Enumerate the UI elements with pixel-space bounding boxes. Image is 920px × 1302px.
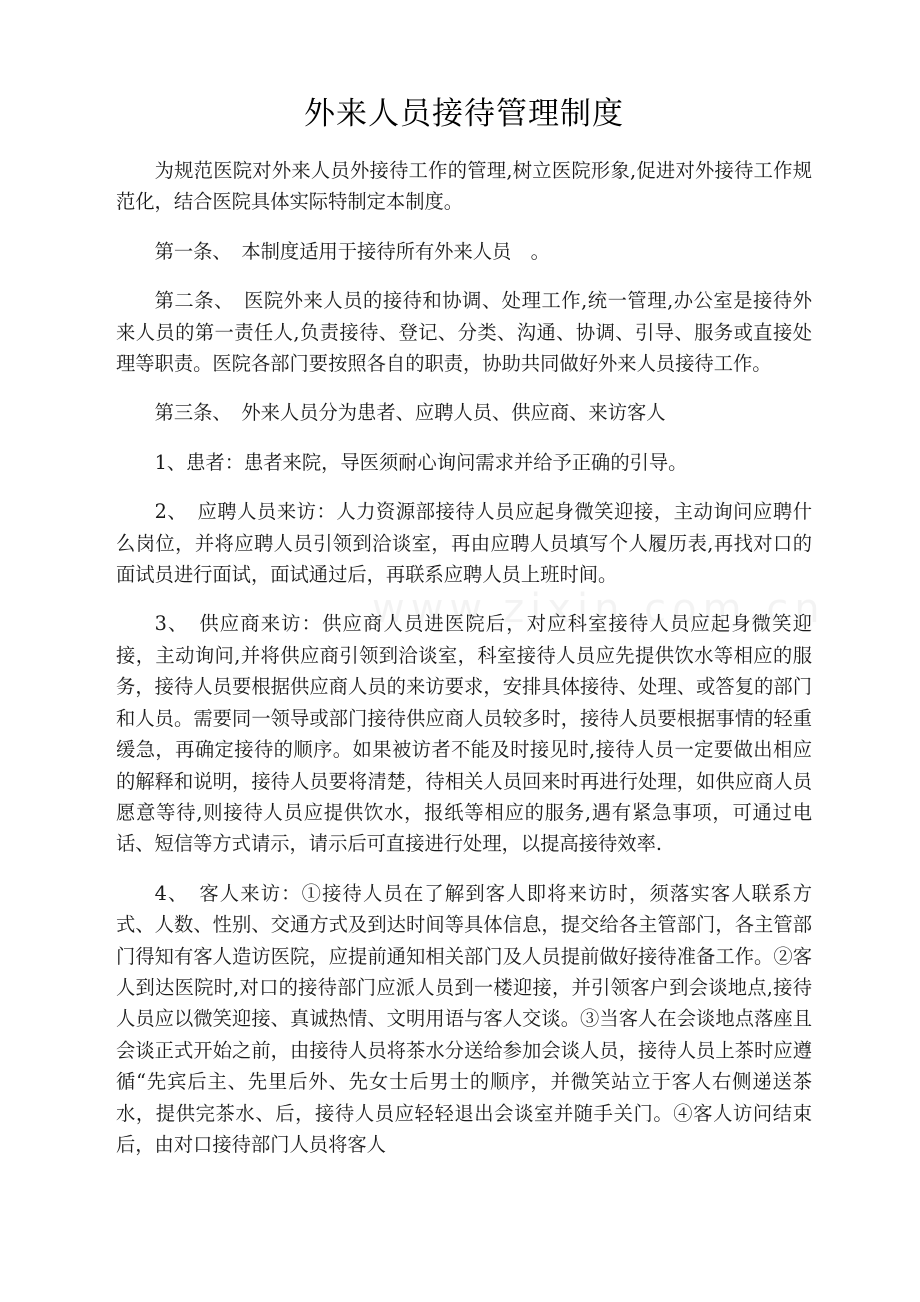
document-title: 外来人员接待管理制度 <box>304 96 624 132</box>
item-4-guests-paragraph: 4、 客人来访：①接待人员在了解到客人即将来访时，须落实客人联系方式、人数、性别、交通方式及到达时间等具体信息，提交给各主管部门，各主管部门得知有客人造访医院，应提前通知相关部门及人员提前做好接待准备工作。②客人到达医院时,对口的接待部门应派人员到一楼迎接，并引领客户到会谈地点,接待人员应以微笑迎接、真诚热情、文明用语与客人交谈。③当客人在会谈地点落座且会谈正式开始之前，由接待人员将茶水分送给参加会谈人员，接待人员上茶时应遵循“先宾后主、先里后外、先女士后男士的顺序，并微笑站立于客人右侧递送茶水，提供完茶水、后，接待人员应轻轻退出会谈室并随手关门。④客人访问结束后，由对口接待部门人员将客人 <box>116 881 812 1156</box>
item-2-applicants-paragraph: 2、 应聘人员来访：人力资源部接待人员应起身微笑迎接，主动询问应聘什么岗位，并将应聘人员引领到洽谈室，再由应聘人员填写个人履历表,再找对口的面试员进行面试，面试通过后，再联系应聘人员上班时间。 <box>116 500 812 587</box>
item-3-suppliers-paragraph: 3、 供应商来访：供应商人员进医院后，对应科室接待人员应起身微笑迎接，主动询问,并将供应商引领到洽谈室，科室接待人员应先提供饮水等相应的服务，接待人员要根据供应商人员的来访要求，安排具体接待、处理、或答复的部门和人员。需要同一领导或部门接待供应商人员较多时，接待人员要根据事情的轻重缓急，再确定接待的顺序。如果被访者不能及时接见时,接待人员一定要做出相应的解释和说明，接待人员要将清楚，待相关人员回来时再进行处理，如供应商人员愿意等待,则接待人员应提供饮水，报纸等相应的服务,遇有紧急事项，可通过电话、短信等方式请示，请示后可直接进行处理，以提高接待效率. <box>116 612 812 856</box>
item-1-patients-paragraph: 1、患者：患者来院，导医须耐心询问需求并给予正确的引导。 <box>154 450 688 474</box>
intro-paragraph: 为规范医院对外来人员外接待工作的管理,树立医院形象,促进对外接待工作规范化，结合医院具体实际特制定本制度。 <box>116 159 812 214</box>
article-3-paragraph: 第三条、 外来人员分为患者、应聘人员、供应商、来访客人 <box>154 401 666 425</box>
article-2-paragraph: 第二条、 医院外来人员的接待和协调、处理工作,统一管理,办公室是接待外来人员的第一责任人,负责接待、登记、分类、沟通、协调、引导、服务或直接处理等职责。医院各部门要按照各自的职责，协助共同做好外来人员接待工作。 <box>116 289 812 376</box>
article-1-paragraph: 第一条、 本制度适用于接待所有外来人员 。 <box>154 239 550 263</box>
